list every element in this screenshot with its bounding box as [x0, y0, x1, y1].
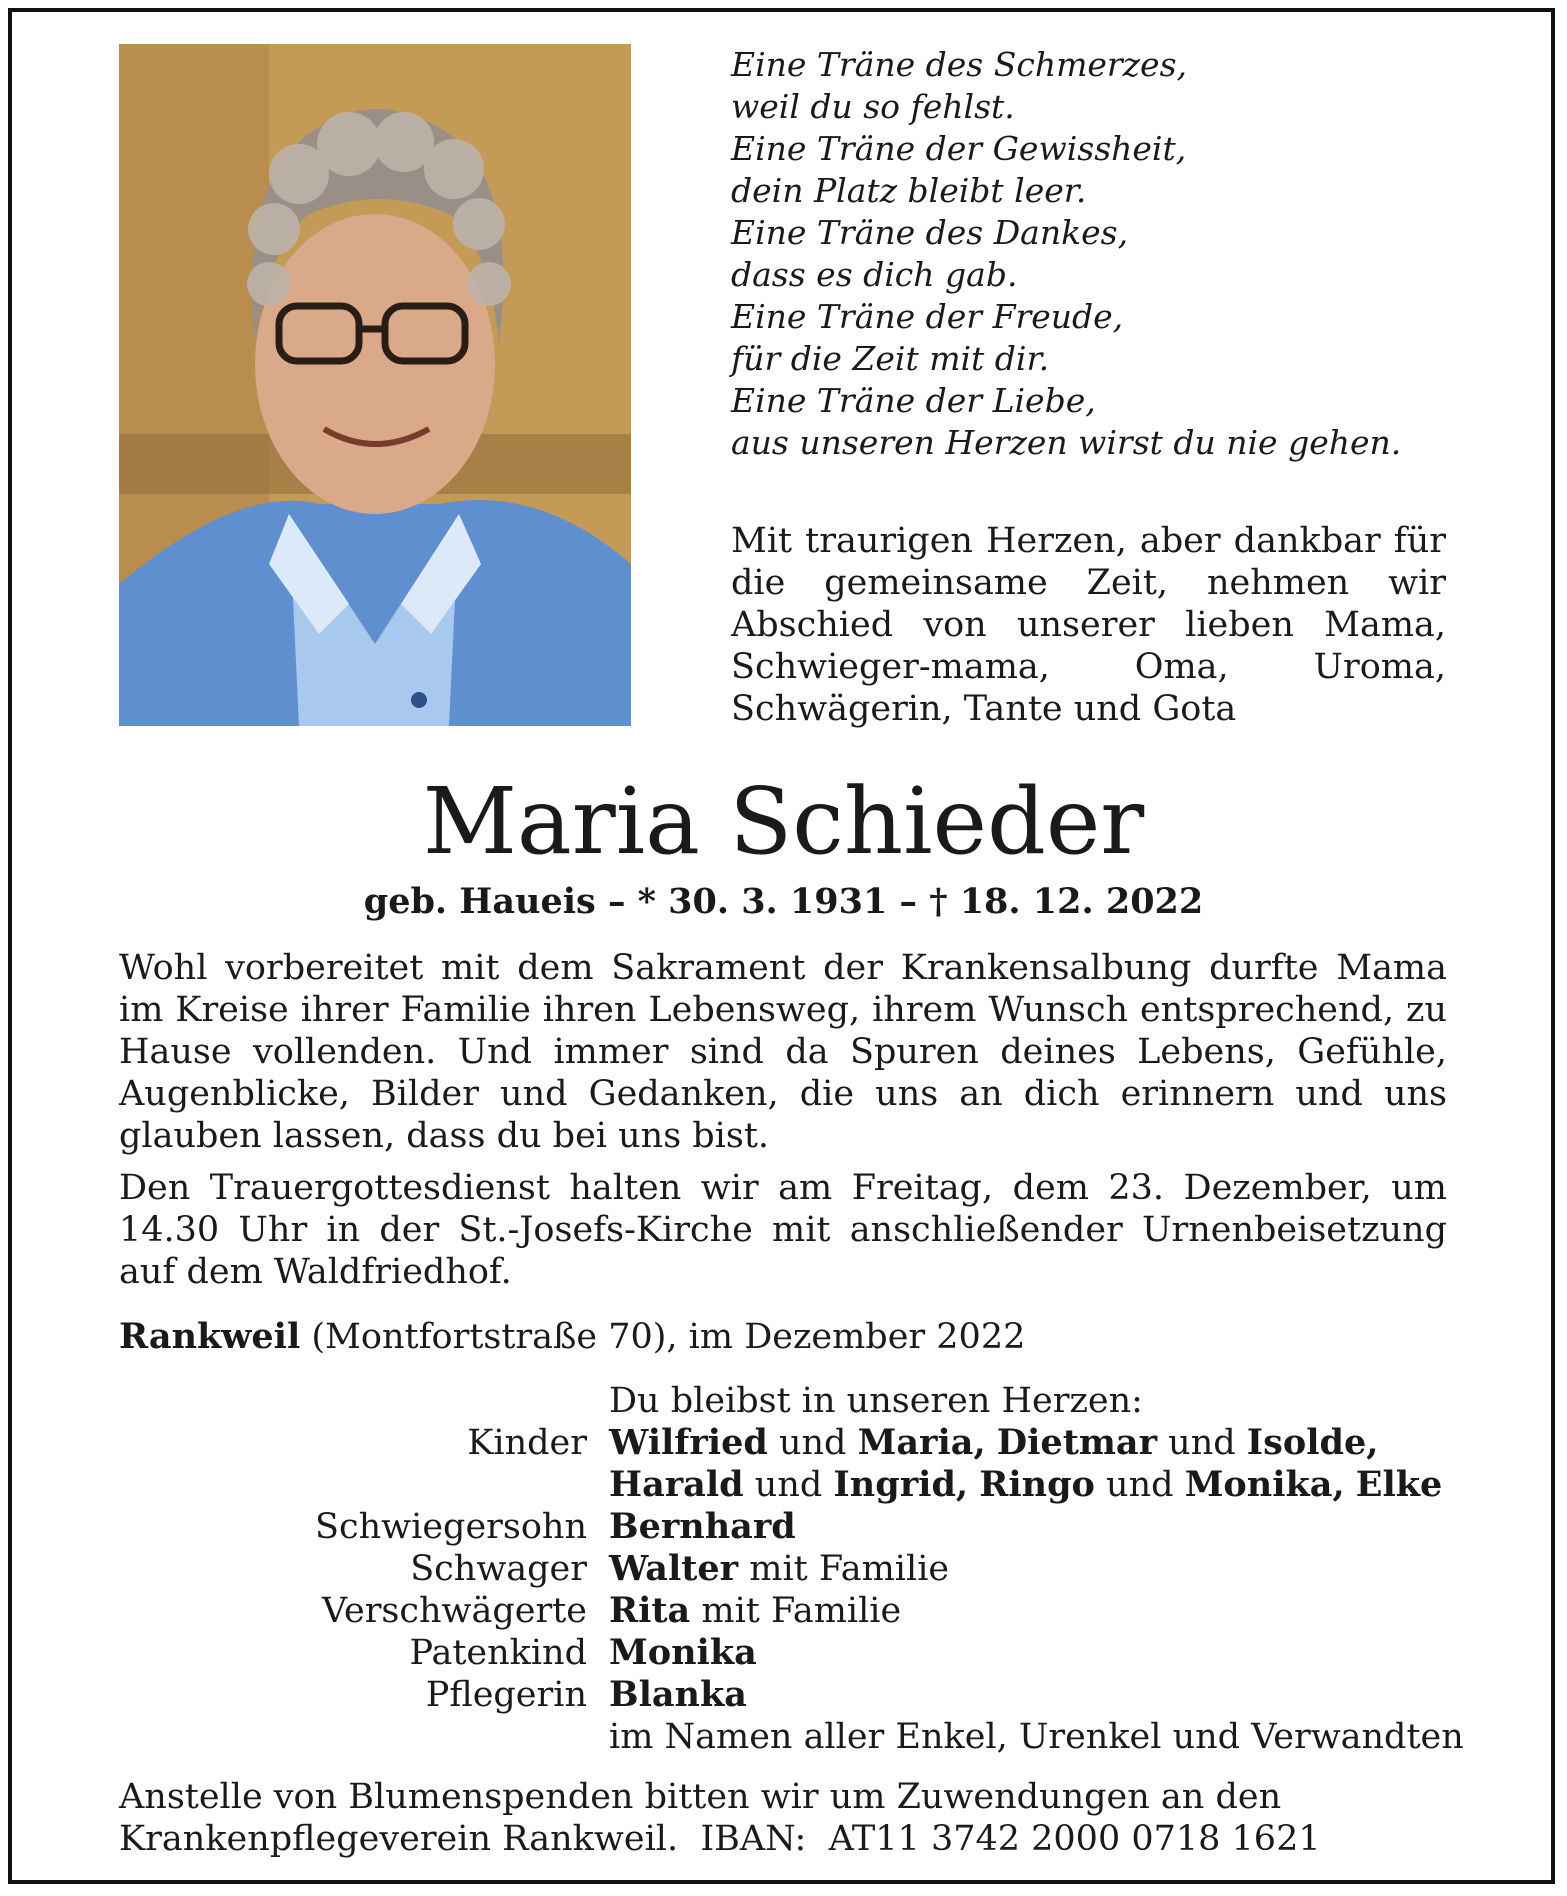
mourners-heading-row: [0, 1380, 1567, 1422]
poem-line: dein Platz bleibt leer.: [731, 171, 1087, 210]
poem-line: weil du so fehlst.: [731, 87, 1015, 126]
mourners-list: [0, 1380, 1567, 1758]
mourner-names: [609, 1506, 796, 1548]
poem-line: für die Zeit mit dir.: [731, 339, 1050, 378]
portrait-photo: [119, 44, 631, 726]
mourner-label: Schwager: [410, 1549, 587, 1589]
mourner-row-schwager: [0, 1548, 1567, 1590]
mourner-name: Isolde,: [1246, 1422, 1379, 1463]
donation-note: [119, 1776, 1321, 1860]
poem: [731, 44, 1401, 464]
poem-line: Eine Träne der Liebe,: [731, 381, 1096, 420]
mourner-names: [609, 1422, 1378, 1464]
mourner-names: [609, 1674, 747, 1716]
poem-line: Eine Träne der Freude,: [731, 297, 1124, 336]
intro-text: Mit traurigen Herzen, aber dankbar für die gemeinsame Zeit, nehmen wir Abschied von unserer lieben Mama, Schwieger-mama, Oma, Uroma, Schwägerin, Tante und Gota: [731, 521, 1446, 729]
mourner-name: Monika: [609, 1632, 757, 1673]
mourner-label: Schwiegersohn: [315, 1507, 587, 1547]
mourner-row-pflegerin: [0, 1674, 1567, 1716]
mourners-footer-row: [0, 1716, 1567, 1758]
mourner-row-patenkind: [0, 1632, 1567, 1674]
birth-death-dates: geb. Haueis – * 30. 3. 1931 – † 18. 12. 2022: [363, 881, 1204, 922]
place-date-line: [119, 1316, 1025, 1358]
mourner-suffix: mit Familie: [701, 1591, 902, 1631]
mourner-label: Patenkind: [409, 1633, 587, 1673]
mourner-name: Bernhard: [609, 1506, 796, 1547]
connector: und: [1168, 1423, 1236, 1463]
mourner-name: Maria,: [857, 1422, 986, 1463]
mourner-name: Ingrid,: [833, 1464, 969, 1505]
mourner-name: Elke: [1355, 1464, 1443, 1505]
deceased-name: Maria Schieder: [422, 768, 1145, 875]
mourner-row-kinder-cont: [0, 1464, 1567, 1506]
poem-line: aus unseren Herzen wirst du nie gehen.: [731, 423, 1402, 462]
poem-line: dass es dich gab.: [731, 255, 1018, 294]
place-town: Rankweil: [119, 1316, 301, 1357]
donation-line: Krankenpflegeverein Rankweil. IBAN: AT11 3742 2000 0718 1621: [119, 1819, 1321, 1859]
paragraph-farewell: Wohl vorbereitet mit dem Sakrament der Krankensalbung durfte Mama im Kreise ihrer Familie ihren Lebensweg, ihrem Wunsch entsprechend, zu Hause vollenden. Und immer sind da Spuren deines Lebens, Gefühle, Augenblicke, Bilder und Gedanken, die uns an dich erinnern und uns glauben lassen, dass du bei uns bist.: [119, 948, 1447, 1156]
mourner-row-verschwaegerte: [0, 1590, 1567, 1632]
mourner-name: Blanka: [609, 1674, 747, 1715]
poem-line: Eine Träne der Gewissheit,: [731, 129, 1187, 168]
mourner-name: Rita: [609, 1590, 691, 1631]
connector: und: [1106, 1465, 1174, 1505]
mourner-row-schwiegersohn: [0, 1506, 1567, 1548]
mourner-name: Monika,: [1184, 1464, 1345, 1505]
place-rest: (Montfortstraße 70), im Dezember 2022: [311, 1317, 1026, 1357]
mourner-row-kinder: [0, 1422, 1567, 1464]
mourner-suffix: mit Familie: [749, 1549, 950, 1589]
mourner-names: [609, 1548, 949, 1590]
mourner-label: Pflegerin: [425, 1675, 587, 1715]
poem-line: Eine Träne des Schmerzes,: [731, 45, 1188, 84]
poem-line: Eine Träne des Dankes,: [731, 213, 1129, 252]
donation-line: Anstelle von Blumenspenden bitten wir um Zuwendungen an den: [119, 1777, 1282, 1817]
mourners-footer: im Namen aller Enkel, Urenkel und Verwandten: [609, 1717, 1464, 1757]
mourners-heading: Du bleibst in unseren Herzen:: [609, 1381, 1143, 1421]
connector: und: [778, 1423, 847, 1463]
mourner-names: [609, 1464, 1442, 1506]
mourner-name: Walter: [609, 1548, 739, 1589]
mourner-name: Dietmar: [996, 1422, 1158, 1463]
mourner-label: Verschwägerte: [321, 1591, 587, 1631]
mourner-names: [609, 1632, 757, 1674]
connector: und: [754, 1465, 823, 1505]
paragraph-service: Den Trauergottesdienst halten wir am Freitag, dem 23. Dezember, um 14.30 Uhr in der St.-Josefs-Kirche mit anschließender Urnenbeisetzung auf dem Waldfriedhof.: [119, 1168, 1447, 1292]
mourner-name: Harald: [609, 1464, 744, 1505]
mourner-name: Wilfried: [609, 1422, 768, 1463]
mourner-name: Ringo: [979, 1464, 1095, 1505]
mourner-label: Kinder: [467, 1423, 587, 1463]
mourner-names: [609, 1590, 901, 1632]
